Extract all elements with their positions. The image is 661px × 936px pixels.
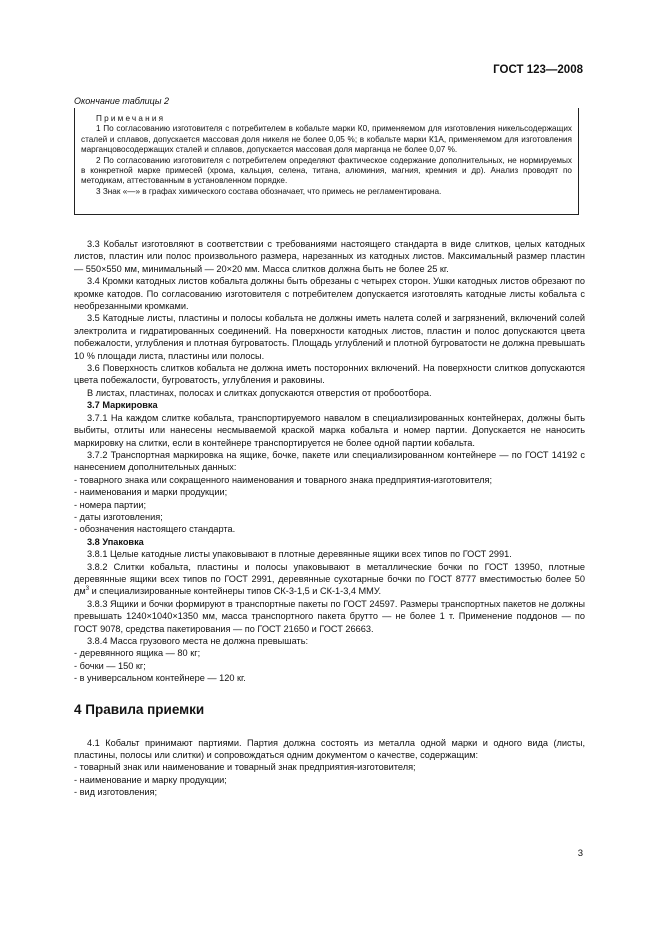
list-item: - товарный знак или наименование и товарный знак предприятия-изготовителя;: [74, 761, 585, 773]
section-heading-4: 4 Правила приемки: [74, 701, 205, 717]
standard-number: ГОСТ 123—2008: [493, 64, 583, 76]
paragraph-3-7-1: 3.7.1 На каждом слитке кобальта, транспортируемого навалом в специализированных контейнерах, должны быть выбиты, отлиты или нанесены несмываемой краской марка кобальта и номер партии. Допускается не наносить маркировку на слитки, если в контейнере транспортируется не более одной партии кобальта.: [74, 412, 585, 448]
table-notes-box: [74, 108, 579, 215]
note-item: 2 По согласованию изготовителя с потребителем определяют фактическое содержание дополнительных, не нормируемых в конкретной марке примесей (хрома, кальция, селена, титана, алюминия, магния, кремния и др). Анализ проводят по методикам, аттестованным в установленном порядке.: [81, 155, 572, 186]
list-item: - в универсальном контейнере — 120 кг.: [74, 672, 585, 684]
list-item: - даты изготовления;: [74, 511, 585, 523]
paragraph-4-1: 4.1 Кобальт принимают партиями. Партия должна состоять из металла одной марки и одного вида (листы, пластины, полосы или слитки) и сопровождаться одним документом о качестве, содержащим:: [74, 737, 585, 761]
note-item: 3 Знак «—» в графах химического состава обозначает, что примесь не регламентирована.: [96, 186, 442, 196]
notes-heading: Примечания: [96, 114, 166, 123]
list-item: - наименования и марки продукции;: [74, 486, 585, 498]
page-number: 3: [577, 848, 583, 859]
paragraph-3-5: 3.5 Катодные листы, пластины и полосы кобальта не должны иметь налета солей и загрязнений, включений солей электролита и гидратированных соединений. На поверхности катодных листов, пластин и полос допускаются цвета побежалости, углубления и плотная бугроватость. Площадь углублений и плотной бугроватости не должна превышать 10 % площади листа, пластины или полосы.: [74, 313, 585, 361]
paragraph-3-7-2: 3.7.2 Транспортная маркировка на ящике, бочке, пакете или специализированном контейнере — по ГОСТ 14192 с нанесением дополнительных данных:: [74, 449, 585, 473]
paragraph-3-8-2-text: 3.8.2 Слитки кобальта, пластины и полосы упаковывают в металлические бочки по ГОСТ 13950, плотные деревянные ящики всех типов по ГОСТ 2991, деревянные сухотарные бочки по ГОСТ 8777 вместимостью более 50 дм: [74, 561, 585, 597]
paragraph-3-4: 3.4 Кромки катодных листов кобальта должны быть обрезаны с четырех сторон. Ушки катодных листов обрезают по кромке катодов. По согласованию изготовителя с потребителем допускается изготовлять катодные листы кобальта с необрезанными кромками.: [74, 276, 585, 312]
section-heading-3-8: 3.8 Упаковка: [87, 536, 144, 547]
paragraph-3-6: 3.6 Поверхность слитков кобальта не должна иметь посторонних включений. На поверхности слитков допускаются цвета побежалости, бугроватость, углубления и раковины.: [74, 363, 585, 386]
list-item: - бочки — 150 кг;: [74, 660, 585, 672]
section-heading-3-7: 3.7 Маркировка: [87, 400, 158, 411]
paragraph-3-8-2: [74, 561, 585, 598]
note-item: 1 По согласованию изготовителя с потребителем в кобальте марки К0, применяемом для изготовления никельсодержащих сталей и сплавов, допускается массовая доля никеля не более 0,05 %; в кобальте марки К1А, применяемом для изготовления марганцовосодержащих сталей и сплавов, допускается массовая доля марганца не более 0,07 %.: [81, 124, 572, 155]
paragraph-3-3: 3.3 Кобальт изготовляют в соответствии с требованиями настоящего стандарта в виде слитков, целых катодных листов, пластин или полос произвольного размера, нарезанных из катодных листов. Максимальный размер пластин — 550×550 мм, минимальный — 20×20 мм. Масса слитков должна быть не более 25 кг.: [74, 239, 585, 274]
list-item: - деревянного ящика — 80 кг;: [74, 647, 585, 659]
document-body: [74, 238, 585, 799]
table-continuation-caption: Окончание таблицы 2: [74, 96, 169, 106]
paragraph-3-8-3: 3.8.3 Ящики и бочки формируют в транспортные пакеты по ГОСТ 24597. Размеры транспортных пакетов не должны превышать 1240×1040×1350 мм, масса транспортного пакета брутто — не более 1 т. Применение поддонов — по ГОСТ 9078, средства пакетирования — по ГОСТ 21650 и ГОСТ 26663.: [74, 598, 585, 634]
superscript: 3: [85, 586, 90, 593]
list-item: - наименование и марку продукции;: [74, 774, 585, 786]
paragraph-3-8-1: 3.8.1 Целые катодные листы упаковывают в плотные деревянные ящики всех типов по ГОСТ 2991.: [87, 549, 512, 560]
list-item: - вид изготовления;: [74, 786, 585, 798]
paragraph-3-8-4: 3.8.4 Масса грузового места не должна превышать:: [87, 636, 309, 646]
paragraph-3-6-continued: В листах, пластинах, полосах и слитках допускаются отверстия от пробоотбора.: [87, 387, 432, 398]
list-item: - номера партии;: [74, 499, 585, 511]
list-item: - товарного знака или сокращенного наименования и товарного знака предприятия-изготовителя;: [74, 474, 585, 486]
list-item: - обозначения настоящего стандарта.: [74, 523, 585, 535]
paragraph-3-8-2-text-end: и специализированные контейнеры типов СК-3-1,5 и СК-1-3,4 ММУ.: [89, 586, 382, 597]
